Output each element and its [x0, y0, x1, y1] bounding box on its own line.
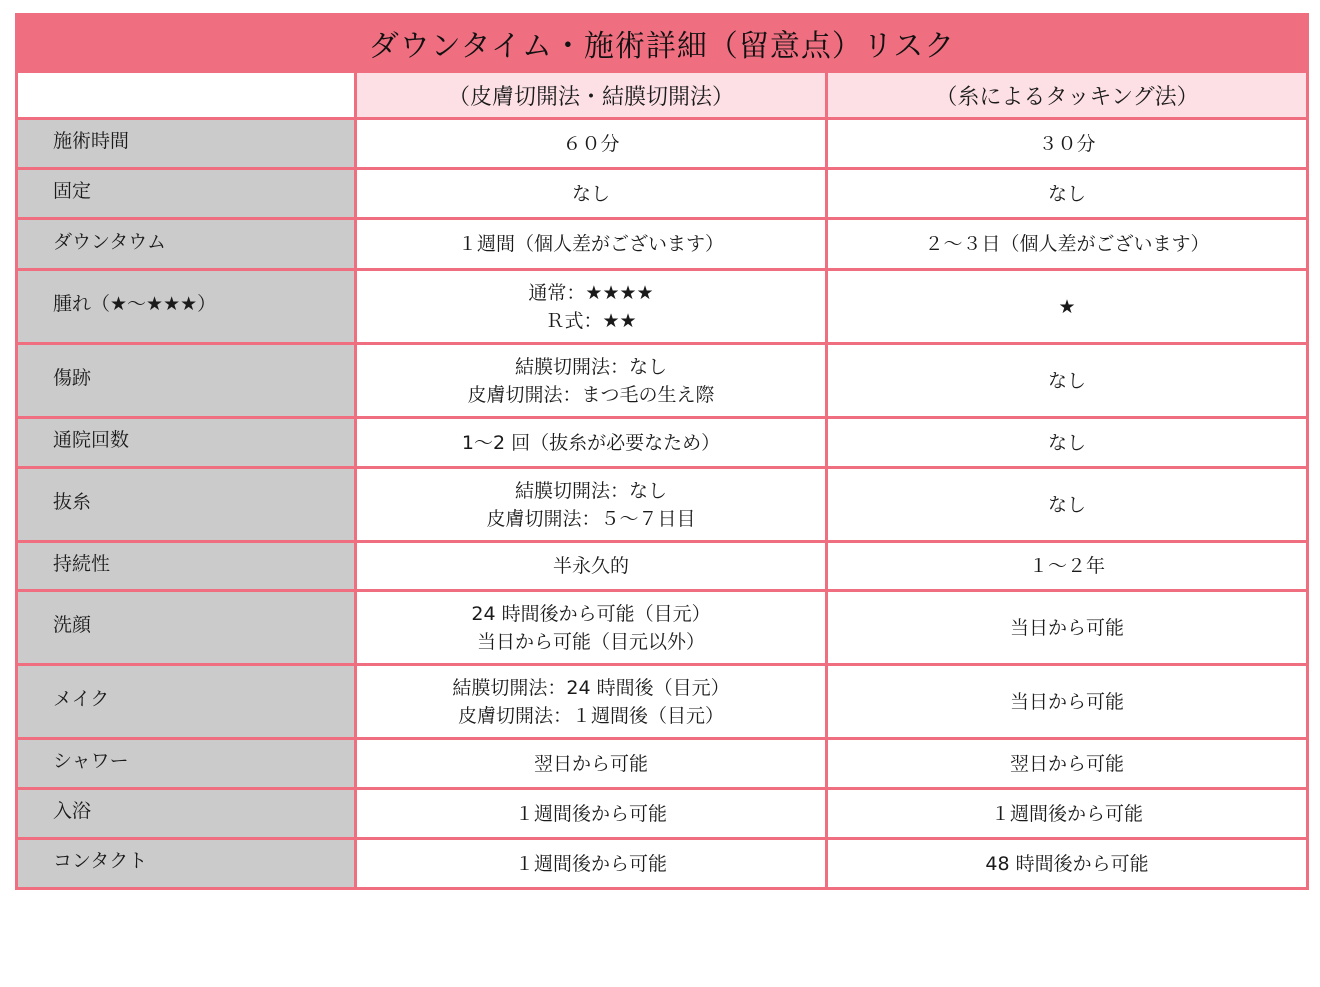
row-label-cell: [17, 169, 356, 219]
table-row: [17, 169, 1308, 219]
cell-text-line: １週間後から可能: [514, 802, 667, 825]
cell-text-line: ★: [1058, 295, 1076, 318]
header-corner-cell: [17, 72, 356, 119]
cell-text-line: 皮膚切開法：１週間後（目元）: [457, 704, 724, 727]
row-label: 洗顔: [53, 614, 92, 636]
cell-text-line: 当日から可能: [1010, 616, 1125, 639]
cell-text-line: １週間後から可能: [514, 852, 667, 875]
incision-value-cell: [356, 119, 827, 169]
tacking-value-cell: [827, 219, 1308, 270]
row-label: ダウンタウム: [53, 230, 167, 253]
cell-text-line: 皮膚切開法：まつ毛の生え際: [467, 383, 715, 406]
tacking-value-cell: [827, 542, 1308, 591]
table-row: [17, 591, 1308, 665]
row-label-cell: [17, 665, 356, 739]
row-label-cell: [17, 739, 356, 789]
row-label-cell: [17, 219, 356, 270]
table-row: [17, 739, 1308, 789]
tacking-value-cell: [827, 665, 1308, 739]
tacking-value-cell: [827, 418, 1308, 468]
table-row: [17, 418, 1308, 468]
incision-value-cell: [356, 270, 827, 344]
row-label: 抜糸: [53, 491, 92, 513]
row-label: 施術時間: [53, 130, 130, 152]
table-row: [17, 665, 1308, 739]
incision-value-cell: [356, 344, 827, 418]
incision-value-cell: [356, 542, 827, 591]
cell-text-line: なし: [1048, 431, 1087, 454]
tacking-value-cell: [827, 169, 1308, 219]
cell-text-line: ２〜３日（個人差がございます）: [924, 233, 1210, 255]
cell-text-line: 結膜切開法：24 時間後（目元）: [452, 676, 730, 699]
table-body: [17, 119, 1308, 889]
table-row: [17, 468, 1308, 542]
row-label-cell: [17, 591, 356, 665]
cell-text-line: １週間後から可能: [991, 802, 1144, 825]
row-label: メイク: [53, 688, 110, 710]
cell-text-line: ６０分: [562, 132, 620, 155]
cell-text-line: 結膜切開法：なし: [514, 355, 667, 378]
incision-value-cell: [356, 219, 827, 270]
tacking-value-cell: [827, 468, 1308, 542]
row-label: 固定: [53, 180, 92, 202]
incision-value-cell: [356, 789, 827, 839]
incision-value-cell: [356, 418, 827, 468]
table-row: [17, 119, 1308, 169]
tacking-value-cell: [827, 344, 1308, 418]
cell-text-line: なし: [1048, 369, 1087, 392]
cell-text-line: 翌日から可能: [533, 752, 648, 775]
row-label-cell: [17, 418, 356, 468]
row-label: 傷跡: [53, 367, 92, 389]
tacking-value-cell: [827, 739, 1308, 789]
row-label-cell: [17, 119, 356, 169]
incision-value-cell: [356, 665, 827, 739]
cell-text-line: なし: [1048, 493, 1087, 516]
tacking-value-cell: [827, 270, 1308, 344]
table-row: [17, 219, 1308, 270]
incision-value-cell: [356, 591, 827, 665]
row-label: シャワー: [53, 750, 129, 772]
table-row: [17, 344, 1308, 418]
downtime-comparison-table: [15, 13, 1309, 890]
cell-text-line: ３０分: [1038, 132, 1096, 155]
row-label-cell: [17, 270, 356, 344]
row-label-cell: [17, 839, 356, 889]
incision-value-cell: [356, 468, 827, 542]
row-label-cell: [17, 344, 356, 418]
cell-text-line: 当日から可能: [1010, 690, 1125, 713]
cell-text-line: 24 時間後から可能（目元）: [471, 602, 711, 625]
cell-text-line: 皮膚切開法：５〜７日目: [486, 507, 696, 530]
cell-text-line: 1〜2 回（抜糸が必要なため）: [461, 431, 721, 454]
row-label: 通院回数: [53, 429, 130, 451]
row-label: 腫れ（★〜★★★）: [53, 293, 217, 315]
tacking-value-cell: [827, 789, 1308, 839]
cell-text-line: 翌日から可能: [1010, 752, 1125, 775]
table-row: [17, 839, 1308, 889]
cell-text-line: 結膜切開法：なし: [514, 479, 667, 502]
cell-text-line: 通常：★★★★: [528, 281, 654, 304]
table-title: ダウンタイム・施術詳細（留意点）リスク: [17, 15, 1308, 72]
row-label-cell: [17, 542, 356, 591]
cell-text-line: 半永久的: [552, 555, 629, 577]
downtime-table-container: [15, 13, 1306, 890]
column-header-incision: （皮膚切開法・結膜切開法）: [356, 72, 827, 119]
cell-text-line: 48 時間後から可能: [985, 852, 1149, 875]
table-row: [17, 789, 1308, 839]
row-label: 入浴: [53, 800, 92, 822]
column-header-tacking: （糸によるタッキング法）: [827, 72, 1308, 119]
table-row: [17, 270, 1308, 344]
cell-text-line: 当日から可能（目元以外）: [476, 630, 705, 653]
cell-text-line: なし: [571, 182, 610, 205]
row-label: コンタクト: [53, 850, 148, 872]
cell-text-line: なし: [1048, 182, 1087, 205]
table-header-row: [17, 72, 1308, 119]
table-title-row: [17, 15, 1308, 72]
cell-text-line: Ｒ式：★★: [545, 309, 637, 332]
incision-value-cell: [356, 169, 827, 219]
tacking-value-cell: [827, 119, 1308, 169]
incision-value-cell: [356, 739, 827, 789]
cell-text-line: １週間（個人差がございます）: [457, 233, 724, 255]
cell-text-line: １〜２年: [1029, 555, 1106, 577]
tacking-value-cell: [827, 591, 1308, 665]
row-label-cell: [17, 468, 356, 542]
tacking-value-cell: [827, 839, 1308, 889]
row-label-cell: [17, 789, 356, 839]
incision-value-cell: [356, 839, 827, 889]
table-row: [17, 542, 1308, 591]
row-label: 持続性: [53, 552, 111, 575]
